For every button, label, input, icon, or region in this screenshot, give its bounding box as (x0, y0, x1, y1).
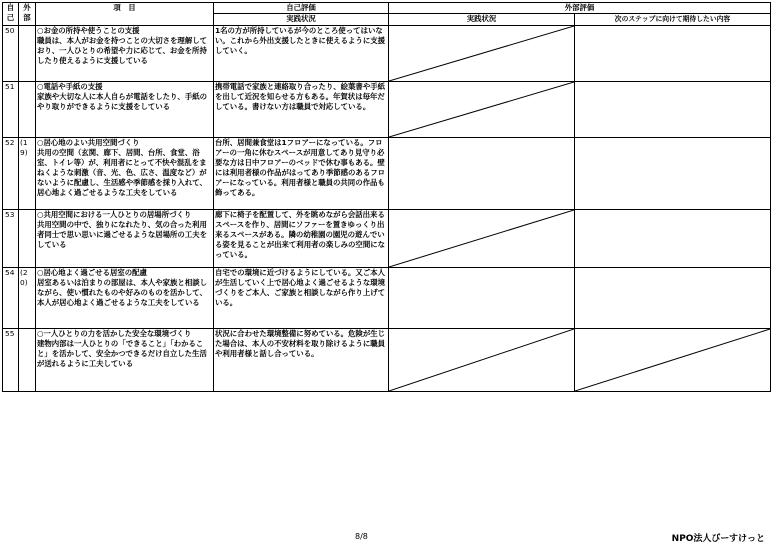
row-number: 54 (3, 268, 19, 329)
item-title: ○一人ひとりの力を活かした安全な環境づくり (37, 329, 192, 338)
self-status-cell: 廊下に椅子を配置して、外を眺めながら会話出来るスペースを作り、居間にソファーを置きゆっくり出来るスペースがある。隣の幼稚園の園児の遊んでいる姿を見ることが出来て利用者の楽しみの空間になっている。 (214, 210, 389, 268)
next-step-cell (575, 329, 771, 392)
item-title: ○居心地よく過ごせる居室の配慮 (37, 268, 147, 277)
item-title: ○居心地のよい共用空間づくり (37, 138, 140, 147)
item-title: ○電話や手紙の支援 (37, 82, 103, 91)
header-row-top (3, 3, 771, 14)
row-external-number (19, 82, 36, 138)
page-number: 8/8 (355, 532, 368, 541)
item-description: 共用の空間（玄関、廊下、居間、台所、食堂、浴室、トイレ等）が、利用者にとって不快や混乱をまねくような刺激（音、光、色、広さ、温度など）がないように配慮し、生活感や季節感を採り入れて、居心地よく過ごせるような工夫をしている (37, 148, 207, 197)
external-status-cell (389, 138, 575, 210)
row-number: 55 (3, 329, 19, 392)
item-description: 建物内部は一人ひとりの「できること」「わかること」を活かして、安全かつできるだけ自立した生活が送れるように工夫している (37, 339, 207, 368)
external-status-cell (389, 82, 575, 138)
item-description: 共用空間の中で、独りになれたり、気の合った利用者同士で思い思いに過ごせるような居場所の工夫をしている (37, 220, 207, 249)
item-cell (36, 329, 214, 392)
table-row (3, 329, 771, 392)
item-title: ○お金の所持や使うことの支援 (37, 26, 140, 35)
item-cell (36, 26, 214, 82)
row-number: 50 (3, 26, 19, 82)
header-next-step: 次のステップに向けて期待したい内容 (575, 14, 771, 26)
organization-name: NPO法人びーすけっと (671, 534, 765, 544)
diagonal-slash (389, 210, 574, 267)
next-step-cell (575, 138, 771, 210)
evaluation-table (2, 2, 771, 392)
diagonal-slash (575, 329, 770, 391)
header-external-eval: 外部評価 (389, 3, 771, 14)
table-row (3, 210, 771, 268)
self-status-cell: 携帯電話で家族と連絡取り合ったり、絵葉書や手紙を出して近況を知らせる方もある。年賀状は毎年だしている。書けない方は職員で対応している。 (214, 82, 389, 138)
diagonal-slash (389, 26, 574, 81)
row-external-number: (20) (19, 268, 36, 329)
next-step-cell (575, 82, 771, 138)
table-row (3, 268, 771, 329)
table-row (3, 138, 771, 210)
row-external-number (19, 210, 36, 268)
item-description: 家族や大切な人に本人自らが電話をしたり、手紙のやり取りができるように支援をしている (37, 92, 207, 111)
item-cell (36, 82, 214, 138)
self-status-cell: 台所、居間兼食堂は1フロアーになっている。フロアーの一角に休むスペースが用意してあり見守り必要な方は日中フロアーのベッドで休む事もある。壁には利用者様の作品がはってあり季節感のあるフロアーになっている。利用者様と職員の共同の作品も飾ってある。 (214, 138, 389, 210)
row-number: 51 (3, 82, 19, 138)
item-description: 居室あるいは泊まりの部屋は、本人や家族と相談しながら、使い慣れたものや好みのものを活かして、本人が居心地よく過ごせるような工夫をしている (37, 278, 207, 307)
item-description: 職員は、本人がお金を持つことの大切さを理解しており、一人ひとりの希望や力に応じて、お金を所持したり使えるように支援している (37, 36, 207, 65)
row-external-number (19, 329, 36, 392)
header-self-eval: 自己評価 (214, 3, 389, 14)
next-step-cell (575, 268, 771, 329)
next-step-cell (575, 26, 771, 82)
item-title: ○共用空間における一人ひとりの居場所づくり (37, 210, 192, 219)
item-cell (36, 138, 214, 210)
header-external-col: 外部 (19, 3, 36, 26)
diagonal-slash (389, 329, 574, 391)
row-external-number (19, 26, 36, 82)
row-number: 52 (3, 138, 19, 210)
external-status-cell (389, 26, 575, 82)
header-external-status: 実践状況 (389, 14, 575, 26)
row-number: 53 (3, 210, 19, 268)
self-status-cell: 自宅での環境に近づけるようにしている。又ご本人が生活していく上で居心地よく過ごせるような環境づくりをご本人、ご家族と相談しながら作り上げている。 (214, 268, 389, 329)
self-status-cell: 1名の方が所持しているが今のところ使ってはいない。これから外出支援したときに使えるように支援していく。 (214, 26, 389, 82)
external-status-cell (389, 329, 575, 392)
item-cell (36, 268, 214, 329)
next-step-cell (575, 210, 771, 268)
diagonal-slash (389, 82, 574, 137)
header-item-col: 項 目 (36, 3, 214, 26)
external-status-cell (389, 268, 575, 329)
header-self-col: 自己 (3, 3, 19, 26)
table-row (3, 82, 771, 138)
item-cell (36, 210, 214, 268)
table-row (3, 26, 771, 82)
self-status-cell: 状況に合わせた環境整備に努めている。危険が生じた場合は、本人の不安材料を取り除けるように職員や利用者様と話し合っている。 (214, 329, 389, 392)
external-status-cell (389, 210, 575, 268)
header-self-status: 実践状況 (214, 14, 389, 26)
row-external-number: (19) (19, 138, 36, 210)
